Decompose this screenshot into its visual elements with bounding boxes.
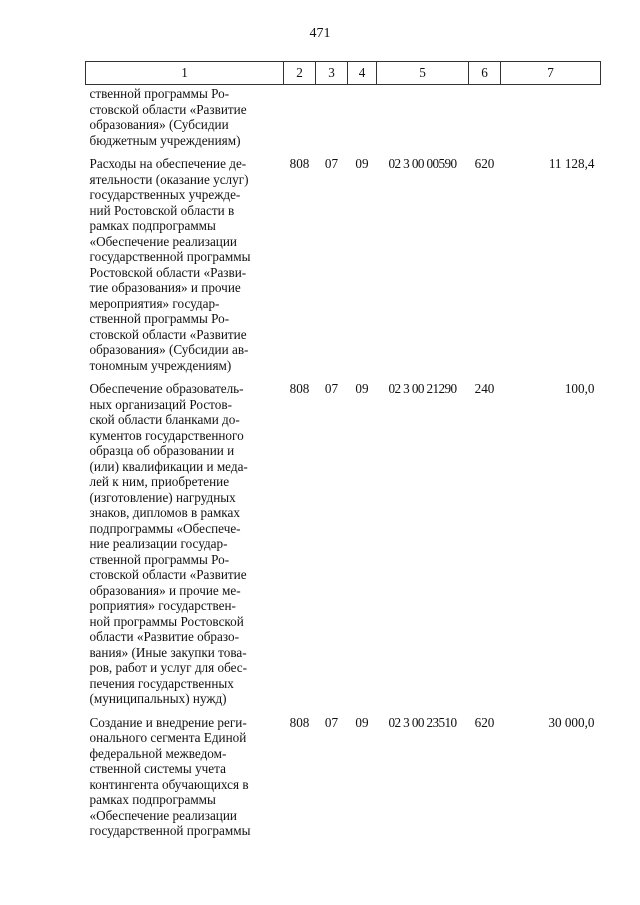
description-line: лей к ним, приобретение (89, 474, 230, 489)
table-row (86, 85, 601, 149)
description-line: стовской области «Развитие (89, 326, 247, 342)
description-line: рамках подпрограммы (89, 218, 216, 233)
table-row (86, 707, 601, 839)
section-code: 07 (324, 156, 339, 171)
subsection-code: 09 (355, 381, 369, 396)
expense-type-code (469, 85, 501, 149)
ministry-code (284, 85, 316, 149)
header-col-5: 5 (377, 62, 469, 85)
description-line: (муниципальных) нужд) (89, 691, 227, 706)
description-line: вания» (Иные закупки това- (89, 644, 247, 660)
description-line: ных организаций Ростов- (89, 396, 232, 412)
section-code (316, 85, 348, 149)
header-col-1: 1 (86, 62, 284, 85)
header-row (86, 62, 601, 85)
ministry-code: 808 (289, 381, 310, 396)
description-line: бюджетным учреждениям) (89, 132, 241, 148)
description-line: Создание и внедрение реги- (89, 714, 247, 730)
description-line: Обеспечение образователь- (89, 381, 244, 396)
target-article-code: 02 3 00 21290 (388, 381, 457, 396)
row-description (86, 707, 284, 839)
row-description (86, 148, 284, 373)
description-line: рамках подпрограммы (89, 792, 216, 807)
ministry-code: 808 (289, 714, 310, 730)
description-line: контингента обучающихся в (89, 776, 249, 792)
amount-value (501, 85, 601, 149)
description-line: государственных учрежде- (89, 187, 241, 202)
expense-type-code: 620 (474, 156, 495, 171)
description-line: мероприятия» государ- (89, 295, 220, 311)
description-line: государственной программы (89, 249, 251, 264)
description-line: знаков, дипломов в рамках (89, 505, 240, 520)
subsection-code: 09 (355, 156, 369, 171)
page-number: 471 (309, 26, 331, 41)
header-col-4: 4 (348, 62, 377, 85)
description-line: ственной программы Ро- (89, 86, 230, 101)
description-line: ной программы Ростовской (89, 613, 244, 629)
section-code: 07 (324, 714, 339, 730)
description-line: тономным учреждениям) (89, 357, 232, 373)
header-col-6: 6 (469, 62, 501, 85)
description-line: «Обеспечение реализации (89, 807, 237, 823)
description-line: подпрограммы «Обеспече- (89, 520, 241, 536)
expense-type-code: 620 (474, 714, 495, 730)
amount-value: 11 128,4 (548, 156, 595, 171)
description-line: стовской области «Развитие (89, 567, 247, 582)
amount-value: 30 000,0 (548, 714, 595, 730)
description-line: ятельности (оказание услуг) (89, 171, 249, 187)
ministry-code: 808 (289, 156, 310, 171)
description-line: образования» (Субсидии (89, 117, 229, 132)
row-description (86, 373, 284, 707)
description-line: федеральной межведом- (89, 745, 227, 761)
description-line: роприятия» государствен- (89, 598, 236, 613)
target-article-code: 02 3 00 00590 (388, 156, 457, 171)
description-line: ственной программы Ро- (89, 311, 230, 326)
description-line: образца об образовании и (89, 443, 235, 458)
header-col-7: 7 (501, 62, 601, 85)
target-article-code: 02 3 00 23510 (388, 714, 457, 730)
description-line: ров, работ и услуг для обес- (89, 660, 248, 675)
description-line: кументов государственного (89, 427, 244, 443)
table-row (86, 373, 601, 707)
description-line: образования» (Субсидии ав- (89, 342, 249, 357)
description-line: стовской области «Развитие (89, 101, 247, 117)
description-line: «Обеспечение реализации (89, 233, 237, 249)
description-line: ний Ростовской области в (89, 202, 235, 218)
subsection-code: 09 (355, 714, 369, 730)
description-line: ской области бланками до- (89, 412, 240, 427)
subsection-code (348, 85, 377, 149)
header-col-2: 2 (284, 62, 316, 85)
description-line: области «Развитие образо- (89, 629, 239, 644)
description-line: Расходы на обеспечение де- (89, 156, 247, 171)
table-row (86, 148, 601, 373)
description-line: ственной системы учета (89, 761, 226, 776)
row-description (86, 85, 284, 149)
description-line: (изготовление) нагрудных (89, 489, 236, 505)
description-line: онального сегмента Единой (89, 730, 247, 745)
description-line: государственной программы (89, 823, 251, 838)
description-line: Ростовской области «Разви- (89, 264, 247, 280)
description-line: ственной программы Ро- (89, 551, 230, 567)
amount-value: 100,0 (564, 381, 595, 396)
description-line: тие образования» и прочие (89, 280, 241, 295)
header-col-3: 3 (316, 62, 348, 85)
description-line: печения государственных (89, 675, 234, 691)
section-code: 07 (324, 381, 339, 396)
description-line: образования» и прочие ме- (89, 582, 241, 598)
target-article-code (377, 85, 469, 149)
budget-table (85, 61, 601, 839)
description-line: (или) квалификации и меда- (89, 458, 248, 474)
description-line: ние реализации государ- (89, 536, 228, 551)
expense-type-code: 240 (474, 381, 495, 396)
